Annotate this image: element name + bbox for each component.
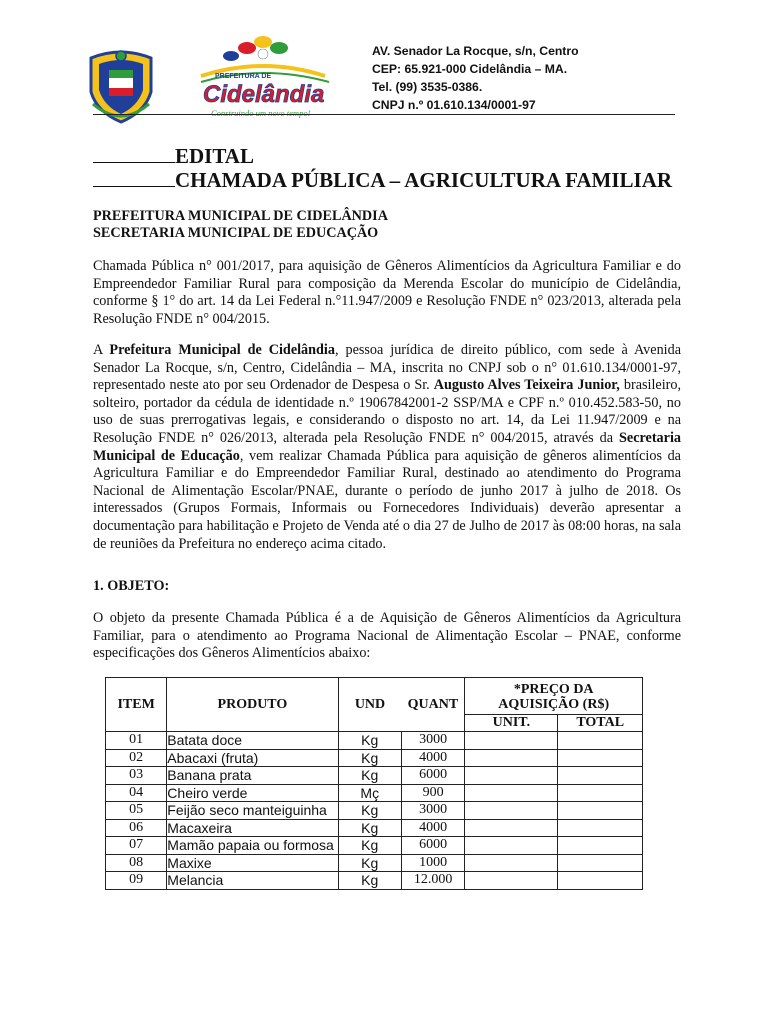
cell-produto: Maxixe bbox=[167, 854, 338, 872]
phone-line: Tel. (99) 3535-0386. bbox=[372, 80, 483, 94]
cep-line: CEP: 65.921-000 Cidelândia – MA. bbox=[372, 62, 568, 76]
cell-unit bbox=[465, 732, 558, 750]
cell-und: Kg bbox=[338, 767, 401, 785]
cell-und: Kg bbox=[338, 819, 401, 837]
cell-unit bbox=[465, 767, 558, 785]
items-table bbox=[105, 677, 643, 890]
cell-item: 08 bbox=[106, 854, 167, 872]
preco-line-2: AQUISIÇÃO (R$) bbox=[498, 697, 610, 712]
text-run: brasileiro, solteiro, portador da cédula de identidade n.º 19067842001-2 SSP/MA e CPF n.º 010.452.583-50, no uso de suas prerrogativas legais, e considerando o disposto no art. 14, da Lei 11.947/2009 e na Resolução FNDE n° 026/2013, alterada pela Resolução FNDE n° 004/2015, através da bbox=[93, 377, 681, 446]
cell-produto: Batata doce bbox=[167, 732, 338, 750]
municipal-crest-icon bbox=[85, 44, 157, 124]
bold-run: Secretaria Municipal de Educação bbox=[93, 429, 681, 464]
table-row bbox=[106, 854, 643, 872]
cell-total bbox=[558, 837, 643, 855]
table-row bbox=[106, 819, 643, 837]
cell-total bbox=[558, 732, 643, 750]
cell-produto: Macaxeira bbox=[167, 819, 338, 837]
header-produto: PRODUTO bbox=[167, 678, 338, 732]
text-run: , vem realizar Chamada Pública para aquisição de gêneros alimentícios da Agricultura Familiar e do Empreendedor Familiar Rural, destinado ao atendimento do Programa Nacional de Alimentação Escolar/PNAE, durante o período de junho 2017 à julho de 2018. Os interessados (Grupos Formais, Informais ou Fornecedores Individuais) deverão apresentar a documentação para habilitação e Projeto de Venda até o dia 27 de Julho de 2017 às 08:00 horas, na sala de reuniões da Prefeitura no endereço acima citado. bbox=[93, 447, 681, 552]
cell-unit bbox=[465, 872, 558, 890]
logo-slogan: Construindo um novo tempo! bbox=[211, 108, 311, 118]
section-title: 1. OBJETO: bbox=[93, 578, 170, 594]
table-row bbox=[106, 872, 643, 890]
cell-quant: 3000 bbox=[401, 802, 464, 820]
cell-unit bbox=[465, 749, 558, 767]
cell-und: Kg bbox=[338, 854, 401, 872]
object-paragraph: O objeto da presente Chamada Pública é a de Aquisição de Gêneros Alimentícios da Agricultura Familiar, para o atendimento ao Programa Nacional de Alimentação Escolar – PNAE, conforme especificações dos Gêneros Alimentícios abaixo: bbox=[93, 610, 681, 662]
cell-item: 07 bbox=[106, 837, 167, 855]
title-line-2: CHAMADA PÚBLICA – AGRICULTURA FAMILIAR bbox=[175, 168, 673, 192]
cell-total bbox=[558, 819, 643, 837]
table-row bbox=[106, 837, 643, 855]
header-unit: UNIT. bbox=[465, 715, 558, 732]
title-underline bbox=[93, 145, 175, 163]
header-item: ITEM bbox=[106, 678, 167, 732]
text-run: A bbox=[93, 342, 110, 358]
cell-und: Kg bbox=[338, 732, 401, 750]
cell-quant: 4000 bbox=[401, 819, 464, 837]
cell-item: 05 bbox=[106, 802, 167, 820]
cnpj-line: CNPJ n.º 01.610.134/0001-97 bbox=[372, 98, 536, 112]
logo-top-text: PREFEITURA DE bbox=[215, 73, 272, 80]
org-line-2: SECRETARIA MUNICIPAL DE EDUCAÇÃO bbox=[93, 225, 379, 241]
cell-und: Kg bbox=[338, 872, 401, 890]
cell-unit bbox=[465, 802, 558, 820]
header-divider bbox=[93, 114, 675, 115]
cell-total bbox=[558, 854, 643, 872]
cell-total bbox=[558, 767, 643, 785]
title-underline bbox=[93, 169, 175, 187]
cell-quant: 1000 bbox=[401, 854, 464, 872]
cell-total bbox=[558, 784, 643, 802]
cell-item: 06 bbox=[106, 819, 167, 837]
cell-quant: 12.000 bbox=[401, 872, 464, 890]
address-line: AV. Senador La Rocque, s/n, Centro bbox=[372, 44, 579, 58]
header-preco bbox=[465, 678, 643, 715]
org-line-1: PREFEITURA MUNICIPAL DE CIDELÂNDIA bbox=[93, 208, 388, 224]
header-quant: QUANT bbox=[401, 678, 464, 732]
organization-heading bbox=[93, 208, 388, 242]
address-block bbox=[372, 42, 579, 114]
table-row bbox=[106, 749, 643, 767]
cell-und: Kg bbox=[338, 749, 401, 767]
document-title bbox=[93, 144, 672, 192]
cell-item: 04 bbox=[106, 784, 167, 802]
cell-produto: Cheiro verde bbox=[167, 784, 338, 802]
cell-produto: Feijão seco manteiguinha bbox=[167, 802, 338, 820]
cell-produto: Abacaxi (fruta) bbox=[167, 749, 338, 767]
cell-unit bbox=[465, 854, 558, 872]
intro-paragraph: Chamada Pública n° 001/2017, para aquisição de Gêneros Alimentícios da Agricultura Familiar e do Empreendedor Familiar Rural para composição da Merenda Escolar do município de Cidelândia, conforme § 1° do art. 14 da Lei Federal n.°11.947/2009 e Resolução FNDE n° 023/2013, alterada pela Resolução FNDE n° 004/2015. bbox=[93, 258, 681, 327]
cell-quant: 6000 bbox=[401, 837, 464, 855]
cell-quant: 900 bbox=[401, 784, 464, 802]
cell-und: Mç bbox=[338, 784, 401, 802]
prefeitura-logo bbox=[183, 34, 343, 126]
body-paragraph bbox=[93, 342, 681, 553]
header-und: UND bbox=[338, 678, 401, 732]
bold-run: Augusto Alves Teixeira Junior, bbox=[433, 377, 620, 394]
cell-total bbox=[558, 872, 643, 890]
cell-und: Kg bbox=[338, 802, 401, 820]
table-row bbox=[106, 784, 643, 802]
cell-item: 03 bbox=[106, 767, 167, 785]
cell-produto: Banana prata bbox=[167, 767, 338, 785]
cell-item: 02 bbox=[106, 749, 167, 767]
cell-item: 09 bbox=[106, 872, 167, 890]
logo-name: Cidelândia bbox=[203, 81, 325, 108]
table-row bbox=[106, 802, 643, 820]
cell-total bbox=[558, 749, 643, 767]
cell-produto: Melancia bbox=[167, 872, 338, 890]
title-line-1: EDITAL bbox=[175, 144, 254, 168]
cell-quant: 4000 bbox=[401, 749, 464, 767]
text-run: , pessoa jurídica de direito público, com sede à Avenida Senador La Rocque, s/n, Centro, Cidelândia – MA, inscrita no CNPJ sob o n° 01.610.134/0001-97, representado neste ato por seu Ordenador de Despesa o Sr. bbox=[93, 342, 681, 394]
cell-quant: 3000 bbox=[401, 732, 464, 750]
cell-item: 01 bbox=[106, 732, 167, 750]
cell-unit bbox=[465, 784, 558, 802]
flower-icon bbox=[223, 36, 288, 61]
cell-quant: 6000 bbox=[401, 767, 464, 785]
table-row bbox=[106, 732, 643, 750]
preco-line-1: *PREÇO DA bbox=[513, 682, 594, 697]
bold-run: Prefeitura Municipal de Cidelândia bbox=[109, 342, 335, 358]
cell-unit bbox=[465, 837, 558, 855]
cell-unit bbox=[465, 819, 558, 837]
table-row bbox=[106, 767, 643, 785]
header-total: TOTAL bbox=[558, 715, 643, 732]
cell-und: Kg bbox=[338, 837, 401, 855]
cell-produto: Mamão papaia ou formosa bbox=[167, 837, 338, 855]
cell-total bbox=[558, 802, 643, 820]
